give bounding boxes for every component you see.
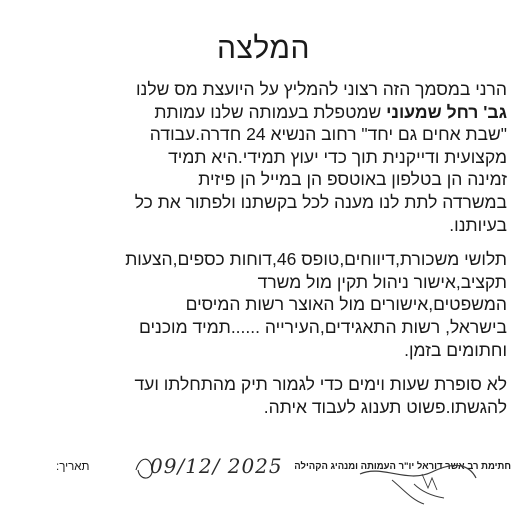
body-text-segment: וחתומים בזמן. (404, 339, 507, 360)
body-line (20, 293, 507, 316)
body-text-segment: תקציב,אישור ניהול תקין מול משרד (257, 271, 507, 292)
body-paragraph (20, 78, 507, 236)
body-text-segment: שמטפלת בעמותה שלנו עמותת (154, 101, 387, 122)
body-paragraph (20, 248, 507, 361)
signature-caption: חתימת רב אשר דוראל יו"ר העמותה ומנהיג הקהילה (294, 461, 511, 472)
body-line (20, 101, 507, 124)
body-line (20, 316, 507, 339)
body-text-segment: להגשתו.פשוט תענוג לעבוד איתה. (263, 396, 507, 417)
date-value: 09/12/ 2025 (150, 454, 283, 478)
body-line (20, 123, 507, 146)
body-text-segment: זמינה הן בטלפון באוטספ הן במייל הן פיזית (198, 169, 507, 190)
letter-footer (0, 448, 527, 508)
body-text-segment: לא סופרת שעות וימים כדי לגמור תיק מהתחלתו ועד (134, 374, 507, 395)
letter-body (20, 78, 507, 418)
body-text-segment: בישראל, רשות התאגידים,העירייה ......תמיד מוכנים (138, 316, 507, 337)
body-paragraph (20, 373, 507, 418)
body-text-segment: "שבת אחים גם יחד" רחוב הנשיא 24 חדרה.עבודה (149, 124, 507, 145)
body-line (20, 168, 507, 191)
body-line (20, 339, 507, 362)
body-text-segment: מקצועית ודייקנית תוך כדי יעוץ תמידי.היא תמיד (168, 146, 507, 167)
body-text-segment: בעיותנו. (449, 214, 507, 235)
body-line (20, 396, 507, 419)
highlighted-name: גב' רחל שמעוני (386, 101, 507, 122)
body-line (20, 248, 507, 271)
page-title: המלצה (216, 32, 311, 66)
date-label: תאריך: (56, 461, 90, 473)
body-line (20, 146, 507, 169)
body-line (20, 214, 507, 237)
body-text-segment: במשרדה לתת לנו מענה לכל בקשתנו ולפתור את כל (134, 191, 507, 212)
body-text-segment: תלושי משכורת,דיווחים,טופס 46,דוחות כספים,הצעות (125, 249, 507, 270)
body-text-segment: הרני במסמך הזה רצוני להמליץ על היועצת מס שלנו (136, 79, 507, 99)
body-line (20, 78, 507, 101)
signature-stamp-mark (352, 454, 482, 509)
body-line (20, 191, 507, 214)
body-line (20, 271, 507, 294)
body-line (20, 373, 507, 396)
body-text-segment: המשפטים,אישורים מול האוצר רשות המיסים (185, 294, 507, 315)
